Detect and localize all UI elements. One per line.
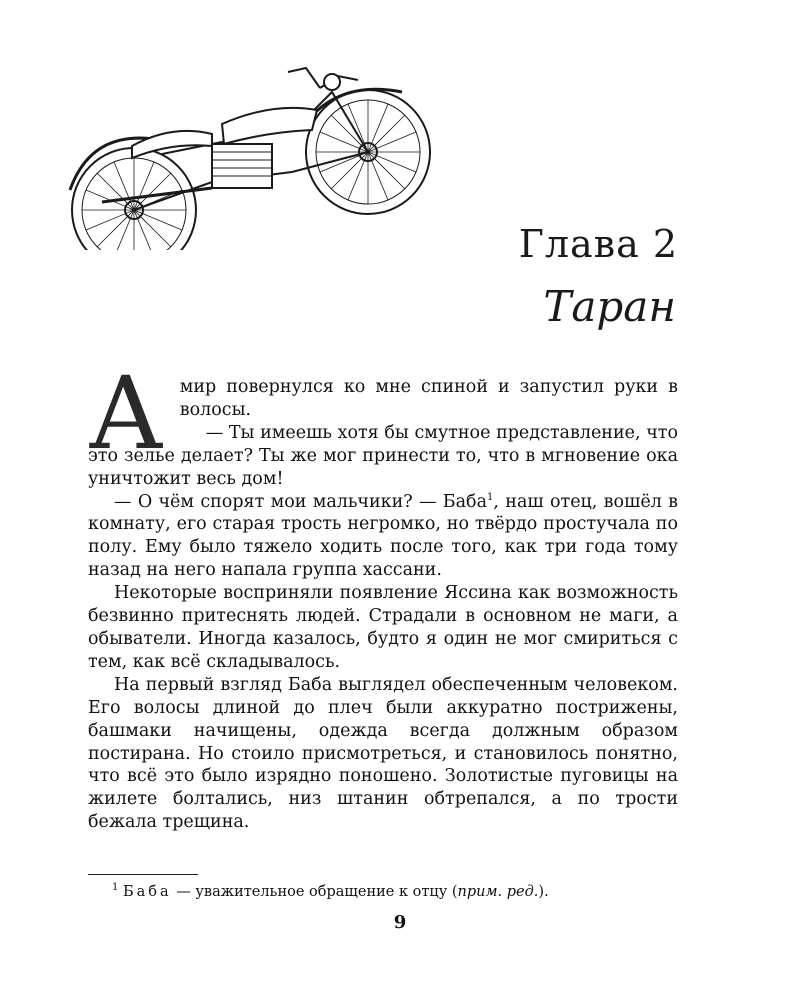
chapter-text bbox=[88, 355, 678, 834]
footnote-note: прим. ред. bbox=[457, 884, 539, 900]
motorcycle-illustration bbox=[62, 62, 442, 250]
footnote-end: ). bbox=[538, 884, 549, 900]
chapter-title: Таран bbox=[543, 282, 676, 331]
paragraph-text: мир повернулся ко мне спиной и запустил руки в волосы. bbox=[179, 377, 678, 420]
footnote bbox=[112, 884, 549, 900]
footnote-text: — уважительное обращение к отцу ( bbox=[171, 884, 458, 900]
paragraph-text: , наш отец, вошёл в комнату, его старая трость негромко, но твёрдо простучала по полу. Ему было тяжело ходить после того, как три года тому назад на него напала группа хассани. bbox=[88, 491, 678, 581]
chapter-number: Глава 2 bbox=[518, 222, 678, 266]
paragraph: На первый взгляд Баба выглядел обеспеченным человеком. Его волосы длиной до плеч были аккуратно пострижены, башмаки начищены, одежда всегда должным образом постирана. Но стоило присмотреться, и становилось понятно, что всё это было изрядно поношено. Золотистые пуговицы на жилете болтались, низ штанин обтрепался, а по трости бежала трещина. bbox=[88, 674, 678, 833]
page-number: 9 bbox=[393, 912, 407, 933]
drop-cap: А bbox=[88, 355, 164, 472]
paragraph bbox=[88, 491, 678, 583]
footnote-divider bbox=[88, 874, 198, 875]
footnote-reference[interactable]: 1 bbox=[487, 491, 494, 503]
paragraph-text: — О чём спорят мои мальчики? — Баба bbox=[114, 491, 488, 512]
paragraph: Некоторые восприняли появление Яссина как возможность безвинно притеснять людей. Страдали в основном не маги, а обыватели. Иногда казалось, будто я один не мог смириться с тем, как всё складывалось. bbox=[88, 583, 678, 672]
footnote-marker: 1 bbox=[112, 882, 119, 894]
footnote-term: Баба bbox=[122, 884, 172, 900]
paragraph: — Ты имеешь хотя бы смутное представление, что это зелье делает? Ты же мог принести то, что в мгновение ока уничтожит весь дом! bbox=[88, 422, 678, 489]
